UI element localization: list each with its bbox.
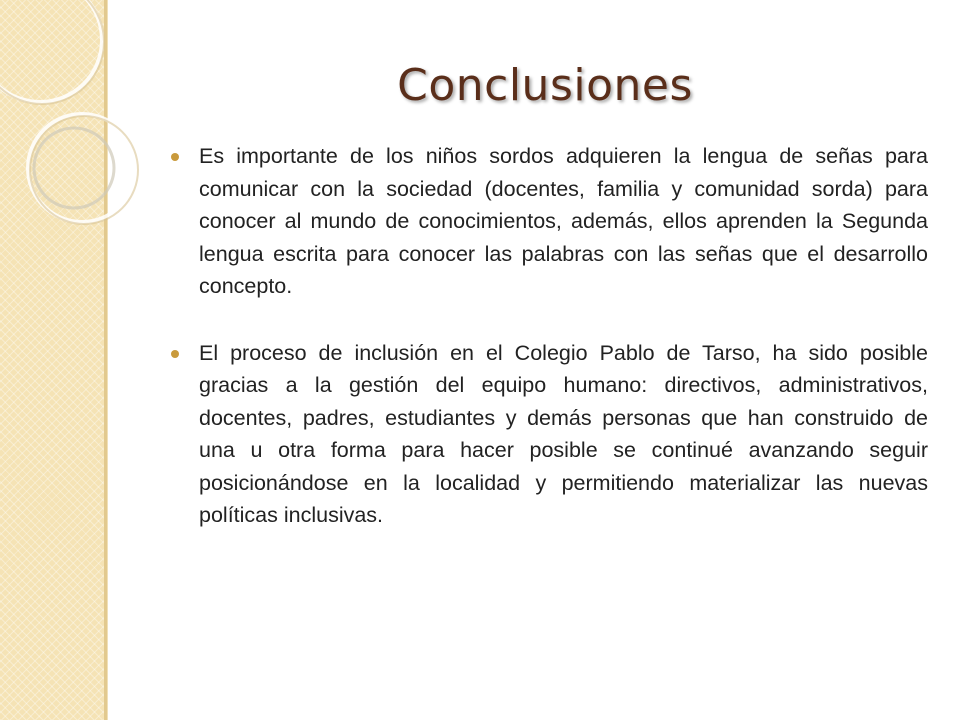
bullet-dot-icon [171, 350, 179, 358]
decorative-circles [0, 0, 140, 260]
bullet-item [168, 337, 928, 532]
slide-title: Conclusiones [397, 60, 693, 111]
bullet-text: El proceso de inclusión en el Colegio Pablo de Tarso, ha sido posible gracias a la gestión del equipo humano: directivos, administrativos, docentes, padres, estudiantes y demás personas que han construido de una u otra forma para hacer posible se continué avanzando seguir posicionándose en la localidad y permitiendo materializar las nuevas políticas inclusivas. [199, 340, 928, 527]
bullet-list [168, 140, 928, 532]
bullet-item [168, 140, 928, 303]
bullet-dot-icon [171, 153, 179, 161]
bullet-text: Es importante de los niños sordos adquieren la lengua de señas para comunicar con la sociedad (docentes, familia y comunidad sorda) para conocer al mundo de conocimientos, además, ellos aprenden la Segunda lengua escrita para conocer las palabras con las señas que el desarrollo concepto. [199, 144, 928, 298]
